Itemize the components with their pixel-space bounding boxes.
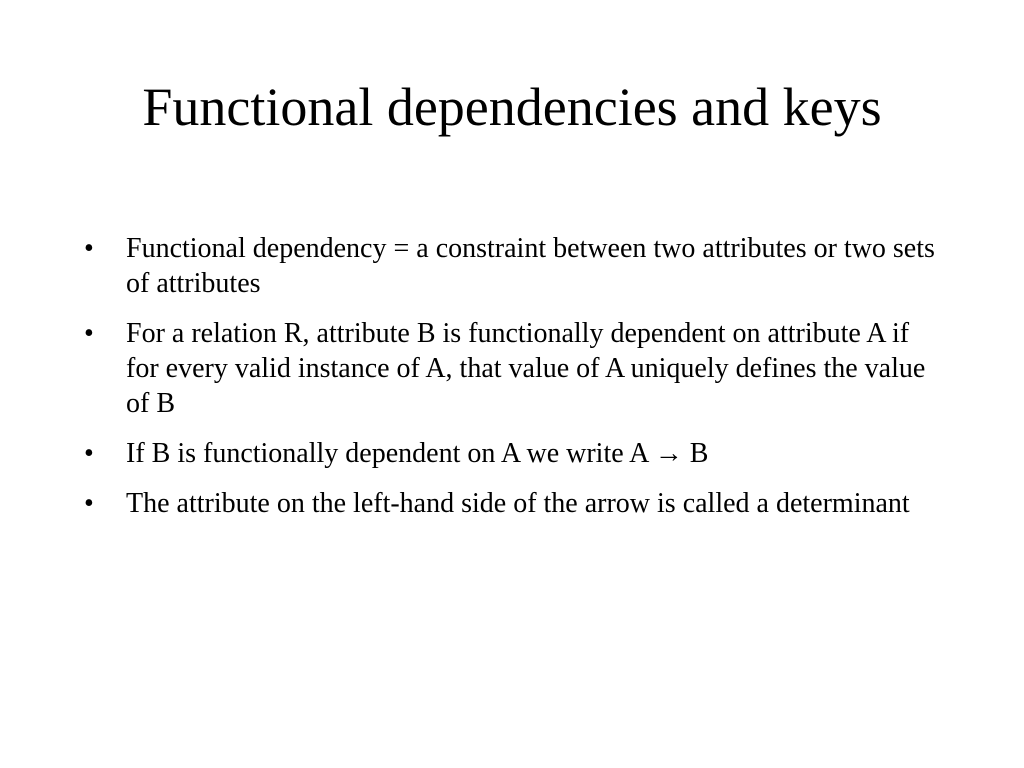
bullet-item: [84, 231, 944, 301]
bullet-item: [84, 486, 944, 521]
bullet-item: [84, 436, 944, 471]
bullet-marker: •: [84, 233, 94, 264]
bullet-marker: •: [84, 438, 94, 469]
bullet-list: [84, 231, 944, 536]
slide-title: Functional dependencies and keys: [142, 77, 882, 137]
bullet-text: The attribute on the left-hand side of the arrow is called a determinant: [126, 488, 910, 519]
bullet-item: [84, 316, 944, 421]
bullet-marker: •: [84, 488, 94, 519]
bullet-text: Functional dependency = a constraint between two attributes or two sets of attributes: [126, 233, 935, 299]
bullet-text: For a relation R, attribute B is functionally dependent on attribute A if for every valid instance of A, that value of A uniquely defines the value of B: [126, 318, 926, 419]
bullet-text: If B is functionally dependent on A we write A → B: [126, 438, 709, 469]
bullet-marker: •: [84, 318, 94, 349]
